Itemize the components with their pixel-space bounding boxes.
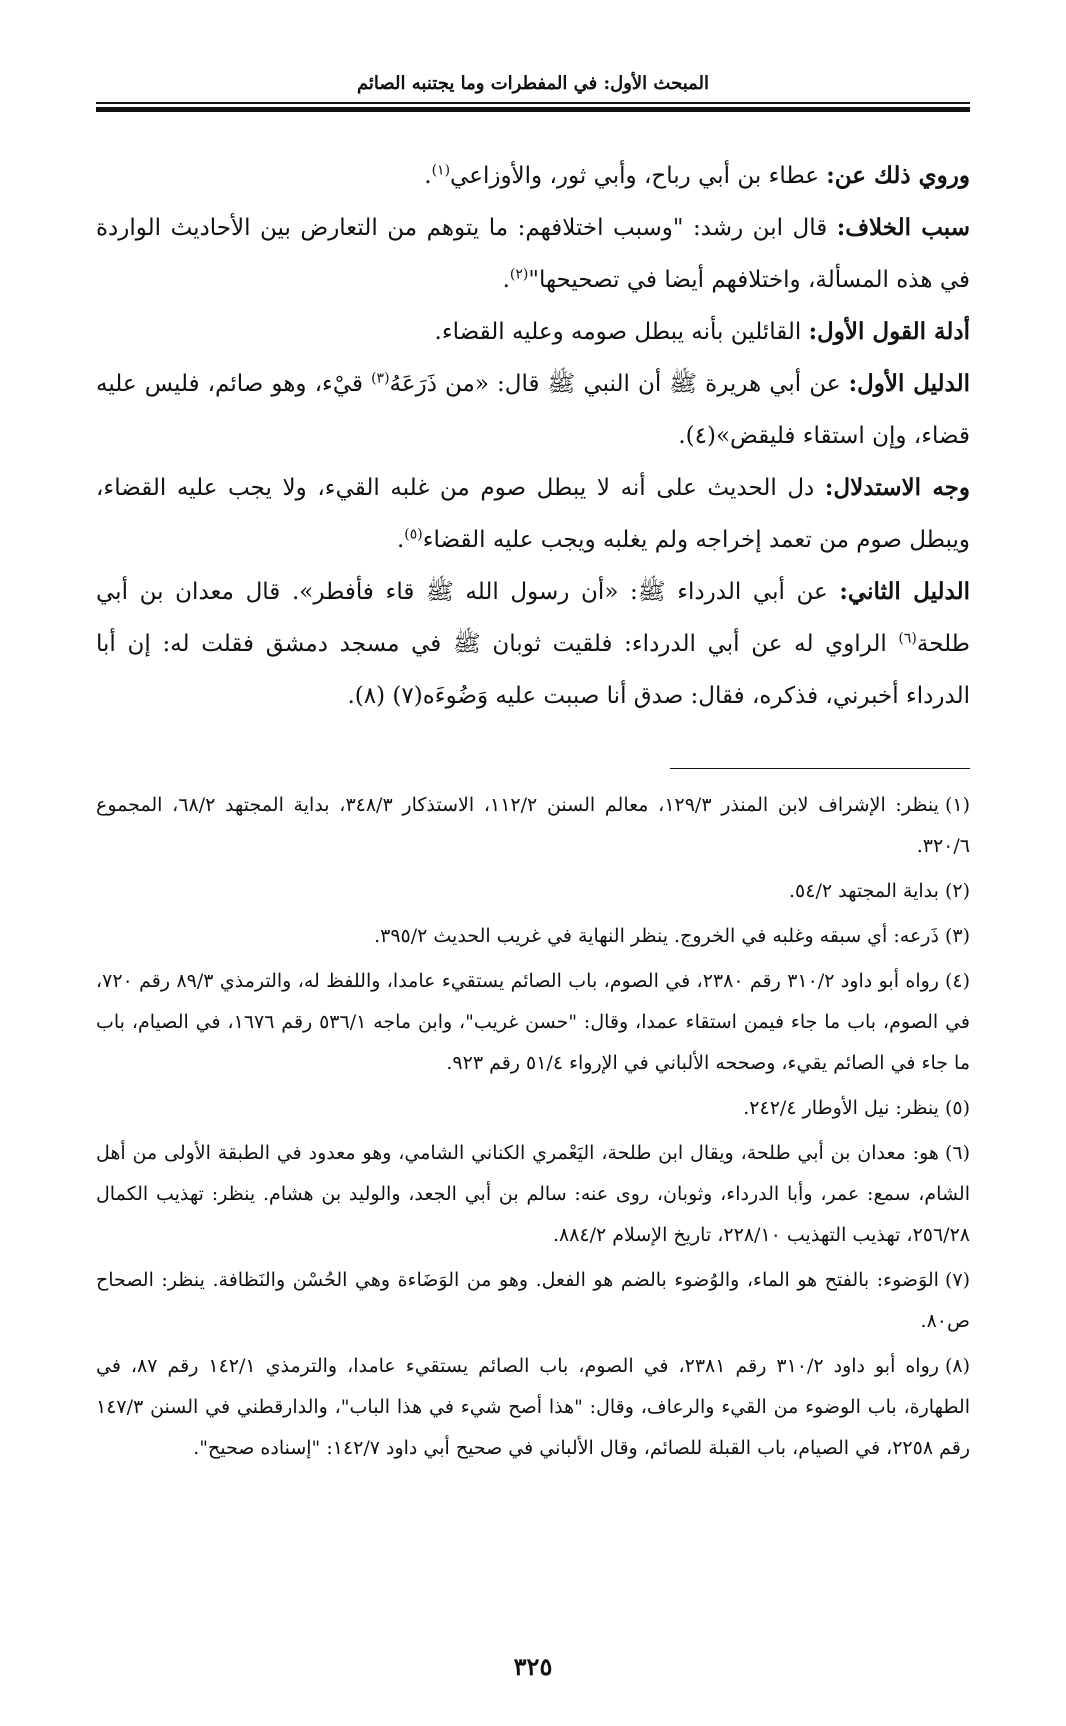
paragraph-text: القائلين بأنه يبطل صومه وعليه القضاء. xyxy=(434,319,809,345)
footnote-number: (١) xyxy=(944,794,970,816)
footnote-number: (٥) xyxy=(944,1097,970,1119)
footnote xyxy=(96,916,970,957)
running-header xyxy=(96,70,970,112)
footnote-text: هو: معدان بن أبي طلحة، ويقال ابن طلحة، اليَعْمري الكناني الشامي، وهو معدود في الطبقة الأولى من أهل الشام، سمع: عمر، وأبا الدرداء، وثوبان، روى عنه: سالم بن أبي الجعد، والوليد بن هشام. ينظر: تهذيب الكمال ٢٥٦/٢٨، تهذيب التهذيب ٢٢٨/١٠، تاريخ الإسلام ٨٨٤/٢. xyxy=(96,1142,970,1246)
footnote-ref[interactable]: (٥) xyxy=(404,526,423,543)
paragraph-text: عن أبي هريرة ﷺ أن النبي ﷺ قال: «من ذَرَعَهُ xyxy=(389,371,849,397)
paragraph-tail: . xyxy=(396,527,405,553)
paragraph-evidence-heading xyxy=(96,306,970,358)
paragraph-text: عن أبي الدرداء ﷺ: «أن رسول الله ﷺ قاء فأفطر». قال معدان بن أبي طلحة xyxy=(96,579,970,657)
header-title: المبحث الأول: في المفطرات وما يجتنبه الصائم xyxy=(356,73,710,94)
paragraph-text: قال ابن رشد: "وسبب اختلافهم: ما يتوهم من التعارض بين الأحاديث الواردة في هذه المسألة، واختلافهم أيضا في تصحيحها" xyxy=(96,215,970,293)
paragraph-tail: . xyxy=(502,267,510,293)
paragraph-second-evidence xyxy=(96,566,970,722)
paragraph-lead: وجه الاستدلال: xyxy=(824,474,970,501)
footnote-ref[interactable]: (٦) xyxy=(898,630,917,647)
paragraph-lead: سبب الخلاف: xyxy=(836,214,970,241)
footnote-text: رواه أبو داود ٣١٠/٢ رقم ٢٣٨٠، في الصوم، باب الصائم يستقيء عامدا، واللفظ له، والترمذي ٨٩/٣ رقم ٧٢٠، في الصوم، باب ما جاء فيمن استقاء عمدا، وقال: "حسن غريب"، وابن ماجه ٥٣٦/١ رقم ١٦٧٦، في الصيام، باب ما جاء في الصائم يقيء، وصححه الألباني في الإرواء ٥١/٤ رقم ٩٢٣. xyxy=(96,970,970,1074)
paragraph-reason xyxy=(96,202,970,306)
footnote-text: ينظر: الإشراف لابن المنذر ١٢٩/٣، معالم السنن ١١٢/٢، الاستذكار ٣٤٨/٣، بداية المجتهد ٦٨/٢، المجموع ٣٢٠/٦. xyxy=(96,794,970,857)
footnotes xyxy=(96,785,970,1473)
paragraph-inference xyxy=(96,462,970,566)
footnote-ref[interactable]: (٣) xyxy=(371,370,390,387)
footnote-number: (٨) xyxy=(944,1355,971,1377)
footnote-text: بداية المجتهد ٥٤/٢. xyxy=(788,880,939,902)
footnote xyxy=(96,1346,970,1469)
footnote-number: (٣) xyxy=(944,925,970,947)
page-number: ٣٢٥ xyxy=(513,1652,553,1681)
footnote xyxy=(96,1260,970,1342)
paragraph-text: عطاء بن أبي رباح، وأبي ثور، والأوزاعي xyxy=(450,163,827,189)
paragraph-tail: قيْء، وهو صائم، فليس عليه قضاء، وإن استقاء فليقض»(٤). xyxy=(96,371,970,449)
header-rule-thick xyxy=(96,107,970,112)
footnote xyxy=(96,871,970,912)
footnote-separator xyxy=(670,768,970,769)
paragraph-first-evidence xyxy=(96,358,970,462)
footnote-number: (٧) xyxy=(944,1269,970,1291)
footnote-number: (٢) xyxy=(944,880,970,902)
footnote-number: (٦) xyxy=(944,1142,970,1164)
footnote xyxy=(96,785,970,867)
footnote-number: (٤) xyxy=(944,970,971,992)
footnote-text: ينظر: نيل الأوطار ٢٤٢/٤. xyxy=(743,1097,939,1119)
paragraph-lead: الدليل الثاني: xyxy=(839,578,970,605)
paragraph-text: دل الحديث على أنه لا يبطل صوم من غلبه القيء، ولا يجب عليه القضاء، ويبطل صوم من تعمد إخراجه ولم يغلبه ويجب عليه القضاء xyxy=(96,475,970,553)
footnote-text: ذَرعه: أي سبقه وغلبه في الخروج. ينظر النهاية في غريب الحديث ٣٩٥/٢. xyxy=(374,925,939,947)
footnote-ref[interactable]: (٢) xyxy=(509,266,529,283)
paragraph-tail: . xyxy=(424,163,432,189)
paragraph-lead: أدلة القول الأول: xyxy=(808,318,970,345)
paragraph-lead: وروي ذلك عن: xyxy=(826,162,970,189)
footnote xyxy=(96,961,970,1084)
main-text xyxy=(96,150,970,722)
footnote-ref[interactable]: (١) xyxy=(431,162,451,179)
header-rule-thin xyxy=(96,102,970,104)
paragraph-tail: الراوي له عن أبي الدرداء: فلقيت ثوبان ﷺ في مسجد دمشق فقلت له: إن أبا الدرداء أخبرني، فذكره، فقال: صدق أنا صببت عليه وَضُوءَه(٧) (٨). xyxy=(96,631,970,709)
footnote xyxy=(96,1133,970,1256)
paragraph-lead: الدليل الأول: xyxy=(848,370,970,397)
footnote xyxy=(96,1088,970,1129)
paragraph-narrators xyxy=(96,150,970,202)
footnote-text: رواه أبو داود ٣١٠/٢ رقم ٢٣٨١، في الصوم، باب الصائم يستقيء عامدا، والترمذي ١٤٢/١ رقم ٨٧، في الطهارة، باب الوضوء من القيء والرعاف، وقال: "هذا أصح شيء في هذا الباب"، والدارقطني في السنن ١٤٧/٣ رقم ٢٢٥٨، في الصيام، باب القبلة للصائم، وقال الألباني في صحيح أبي داود ١٤٢/٧: "إسناده صحيح". xyxy=(96,1355,970,1459)
footnote-text: الوَضوء: بالفتح هو الماء، والوُضوء بالضم هو الفعل. وهو من الوَضَاءة وهي الحُسْن والنَظافة. ينظر: الصحاح ص٨٠. xyxy=(96,1269,970,1332)
